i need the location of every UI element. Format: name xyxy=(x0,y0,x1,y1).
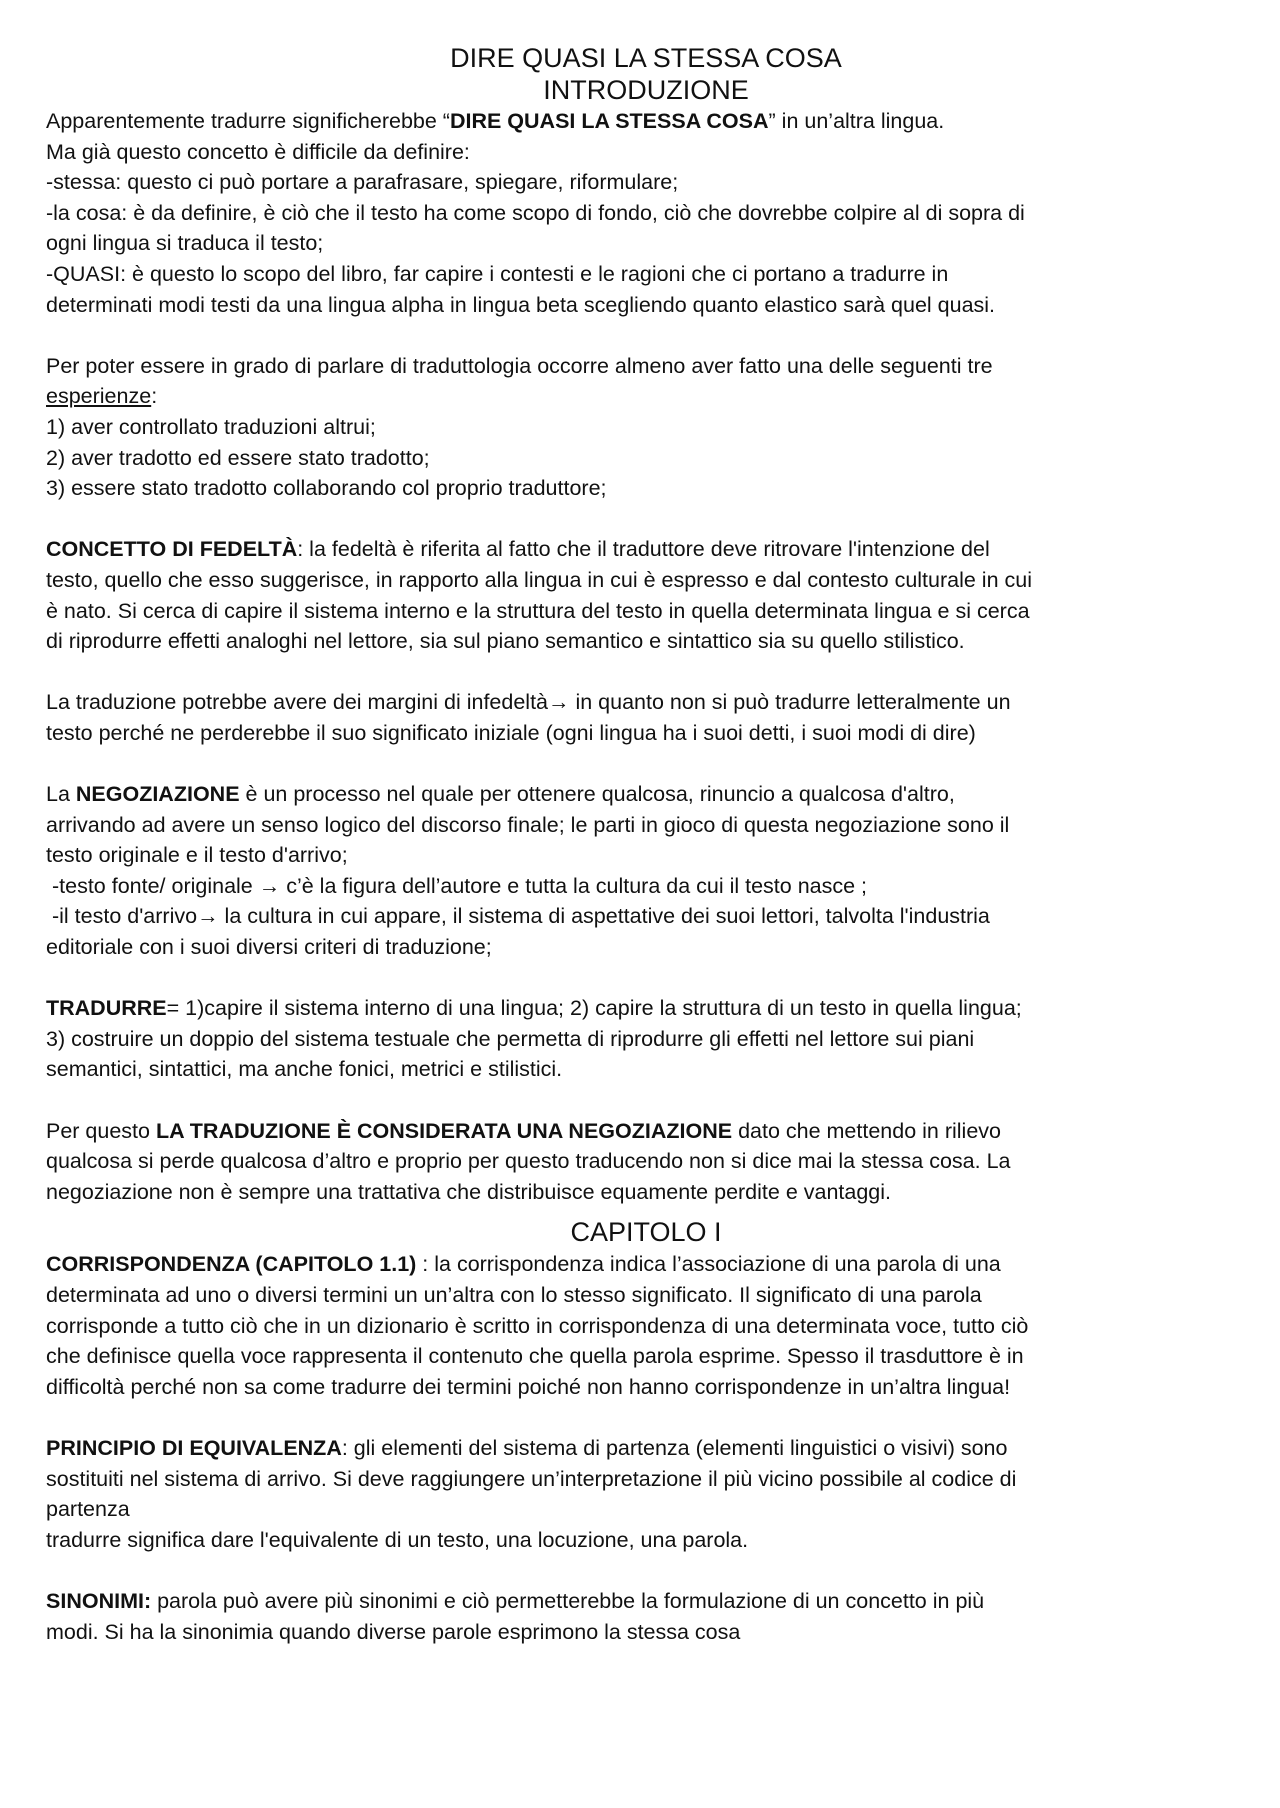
fedelta-line-3: è nato. Si cerca di capire il sistema interno e la struttura del testo in quella determinata lingua e si cerca xyxy=(46,598,1030,623)
spacer xyxy=(46,963,1246,994)
tradurre-line-2: 3) costruire un doppio del sistema testuale che permetta di riprodurre gli effetti nel lettore sui piani xyxy=(46,1026,975,1051)
experience-item: 3) essere stato tradotto collaborando col proprio traduttore; xyxy=(46,476,607,501)
equivalenza-line-3: partenza xyxy=(46,1497,130,1522)
sinonimi-line-2: modi. Si ha la sinonimia quando diverse parole esprimono la stessa cosa xyxy=(46,1619,741,1644)
negoziazione-line-4: -testo fonte/ originale → c’è la figura dell’autore e tutta la cultura da cui il testo nasce ; xyxy=(46,873,868,898)
intro-line-3: -stessa: questo ci può portare a parafrasare, spiegare, riformulare; xyxy=(46,170,679,195)
conclusion-line-1 xyxy=(46,1116,1246,1147)
fedelta-heading: CONCETTO DI FEDELTÀ xyxy=(46,537,298,562)
document-title: DIRE QUASI LA STESSA COSA xyxy=(450,43,842,73)
spacer xyxy=(46,1555,1246,1586)
negoziazione-line-2: arrivando ad avere un senso logico del discorso finale; le parti in gioco di questa negoziazione sono il xyxy=(46,812,1010,837)
infedelta-line-1: La traduzione potrebbe avere dei margini di infedeltà→ in quanto non si può tradurre letteralmente un xyxy=(46,690,1011,715)
fedelta-text: : la fedeltà è riferita al fatto che il traduttore deve ritrovare l'intenzione del xyxy=(297,537,990,562)
experience-line-1: Per poter essere in grado di parlare di traduttologia occorre almeno aver fatto una delle seguenti tre xyxy=(46,353,993,378)
intro-line-4a: -la cosa: è da definire, è ciò che il testo ha come scopo di fondo, ciò che dovrebbe colpire al di sopra di xyxy=(46,200,1025,225)
sinonimi-heading: SINONIMI: xyxy=(46,1588,152,1613)
intro-line-2: Ma già questo concetto è difficile da definire: xyxy=(46,139,470,164)
negoziazione-text: è un processo nel quale per ottenere qualcosa, rinuncio a qualcosa d'altro, xyxy=(239,782,955,807)
spacer xyxy=(46,1402,1246,1433)
fedelta-line-4: di riprodurre effetti analoghi nel lettore, sia sul piano semantico e sintattico sia su quello stilistico. xyxy=(46,629,965,654)
intro-paragraph xyxy=(46,106,1246,320)
sinonimi-text: parola può avere più sinonimi e ciò permetterebbe la formulazione di un concetto in più xyxy=(151,1588,985,1613)
intro-text: ” in un’altra lingua. xyxy=(768,109,945,133)
tradurre-heading: TRADURRE xyxy=(46,996,167,1021)
experience-underlined: esperienze xyxy=(46,384,152,409)
intro-line-1 xyxy=(46,106,1246,137)
experience-line-2 xyxy=(46,381,1246,412)
negoziazione-line-5: -il testo d'arrivo→ la cultura in cui appare, il sistema di aspettative dei suoi lettori, talvolta l'industria xyxy=(46,904,990,929)
spacer xyxy=(46,657,1246,688)
fedelta-paragraph xyxy=(46,534,1246,656)
intro-line-4b: ogni lingua si traduca il testo; xyxy=(46,231,324,256)
spacer xyxy=(46,748,1246,779)
negoziazione-text: La xyxy=(46,782,76,807)
equivalenza-line-4: tradurre significa dare l'equivalente di un testo, una locuzione, una parola. xyxy=(46,1527,749,1552)
equivalenza-heading: PRINCIPIO DI EQUIVALENZA xyxy=(46,1435,342,1460)
tradurre-text: = 1)capire il sistema interno di una lingua; 2) capire la struttura di un testo in quella lingua; xyxy=(166,996,1022,1021)
infedelta-paragraph xyxy=(46,687,1246,748)
section-title-introduzione: INTRODUZIONE xyxy=(543,75,749,105)
chapter-title: CAPITOLO I xyxy=(570,1217,722,1248)
intro-line-5a: -QUASI: è questo lo scopo del libro, far capire i contesti e le ragioni che ci portano a tradurre in xyxy=(46,261,949,286)
conclusion-line-2: qualcosa si perde qualcosa d’altro e proprio per questo traducendo non si dice mai la stessa cosa. La xyxy=(46,1149,1011,1174)
equivalenza-line-2: sostituiti nel sistema di arrivo. Si deve raggiungere un’interpretazione il più vicino possibile al codice di xyxy=(46,1466,1017,1491)
negoziazione-line-3: testo originale e il testo d'arrivo; xyxy=(46,843,348,868)
conclusion-line-3: negoziazione non è sempre una trattativa che distribuisce equamente perdite e vantaggi. xyxy=(46,1179,892,1204)
tradurre-line-3: semantici, sintattici, ma anche fonici, metrici e stilistici. xyxy=(46,1057,563,1082)
experience-item: 1) aver controllato traduzioni altrui; xyxy=(46,414,376,439)
corrispondenza-line-5: difficoltà perché non sa come tradurre dei termini poiché non hanno corrispondenze in un’altra lingua! xyxy=(46,1374,1011,1399)
equivalenza-text: : gli elementi del sistema di partenza (elementi linguistici o visivi) sono xyxy=(341,1435,1008,1460)
spacer xyxy=(46,320,1246,351)
corrispondenza-paragraph xyxy=(46,1249,1246,1402)
experience-paragraph xyxy=(46,351,1246,504)
fedelta-line-1 xyxy=(46,534,1246,565)
fedelta-line-2: testo, quello che esso suggerisce, in rapporto alla lingua in cui è espresso e dal contesto culturale in cui xyxy=(46,567,1032,592)
spacer xyxy=(46,504,1246,535)
corrispondenza-line-1 xyxy=(46,1249,1246,1280)
corrispondenza-text: : la corrispondenza indica l’associazione di una parola di una xyxy=(416,1252,1001,1277)
document-page xyxy=(46,42,1246,1647)
experience-colon: : xyxy=(151,384,158,409)
corrispondenza-heading: CORRISPONDENZA (CAPITOLO 1.1) xyxy=(46,1252,417,1277)
negoziazione-paragraph xyxy=(46,779,1246,963)
corrispondenza-line-3: corrisponde a tutto ciò che in un dizionario è scritto in corrispondenza di una determinata voce, tutto ciò xyxy=(46,1313,1029,1338)
intro-line-5b: determinati modi testi da una lingua alpha in lingua beta scegliendo quanto elastico sarà quel quasi. xyxy=(46,292,996,317)
spacer xyxy=(46,1207,1246,1215)
intro-bold-phrase: DIRE QUASI LA STESSA COSA xyxy=(449,109,769,133)
negoziazione-line-1 xyxy=(46,779,1246,810)
negoziazione-line-6: editoriale con i suoi diversi criteri di traduzione; xyxy=(46,935,492,960)
infedelta-line-2: testo perché ne perderebbe il suo significato iniziale (ogni lingua ha i suoi detti, i suoi modi di dire) xyxy=(46,720,976,745)
sinonimi-line-1 xyxy=(46,1586,1246,1617)
conclusion-heading: LA TRADUZIONE È CONSIDERATA UNA NEGOZIAZIONE xyxy=(155,1118,733,1143)
spacer xyxy=(46,1085,1246,1116)
equivalenza-paragraph xyxy=(46,1433,1246,1555)
conclusion-paragraph xyxy=(46,1116,1246,1208)
tradurre-paragraph xyxy=(46,993,1246,1085)
conclusion-text: dato che mettendo in rilievo xyxy=(732,1118,1002,1143)
intro-text: Apparentemente tradurre significherebbe “ xyxy=(46,109,450,133)
corrispondenza-line-2: determinata ad uno o diversi termini un un’altra con lo stesso significato. Il significato di una parola xyxy=(46,1282,982,1307)
corrispondenza-line-4: che definisce quella voce rappresenta il contenuto che quella parola esprime. Spesso il trasduttore è in xyxy=(46,1344,1024,1369)
tradurre-line-1 xyxy=(46,993,1246,1024)
conclusion-text: Per questo xyxy=(46,1118,156,1143)
negoziazione-heading: NEGOZIAZIONE xyxy=(75,782,240,807)
equivalenza-line-1 xyxy=(46,1433,1246,1464)
experience-item: 2) aver tradotto ed essere stato tradotto; xyxy=(46,445,430,470)
sinonimi-paragraph xyxy=(46,1586,1246,1647)
